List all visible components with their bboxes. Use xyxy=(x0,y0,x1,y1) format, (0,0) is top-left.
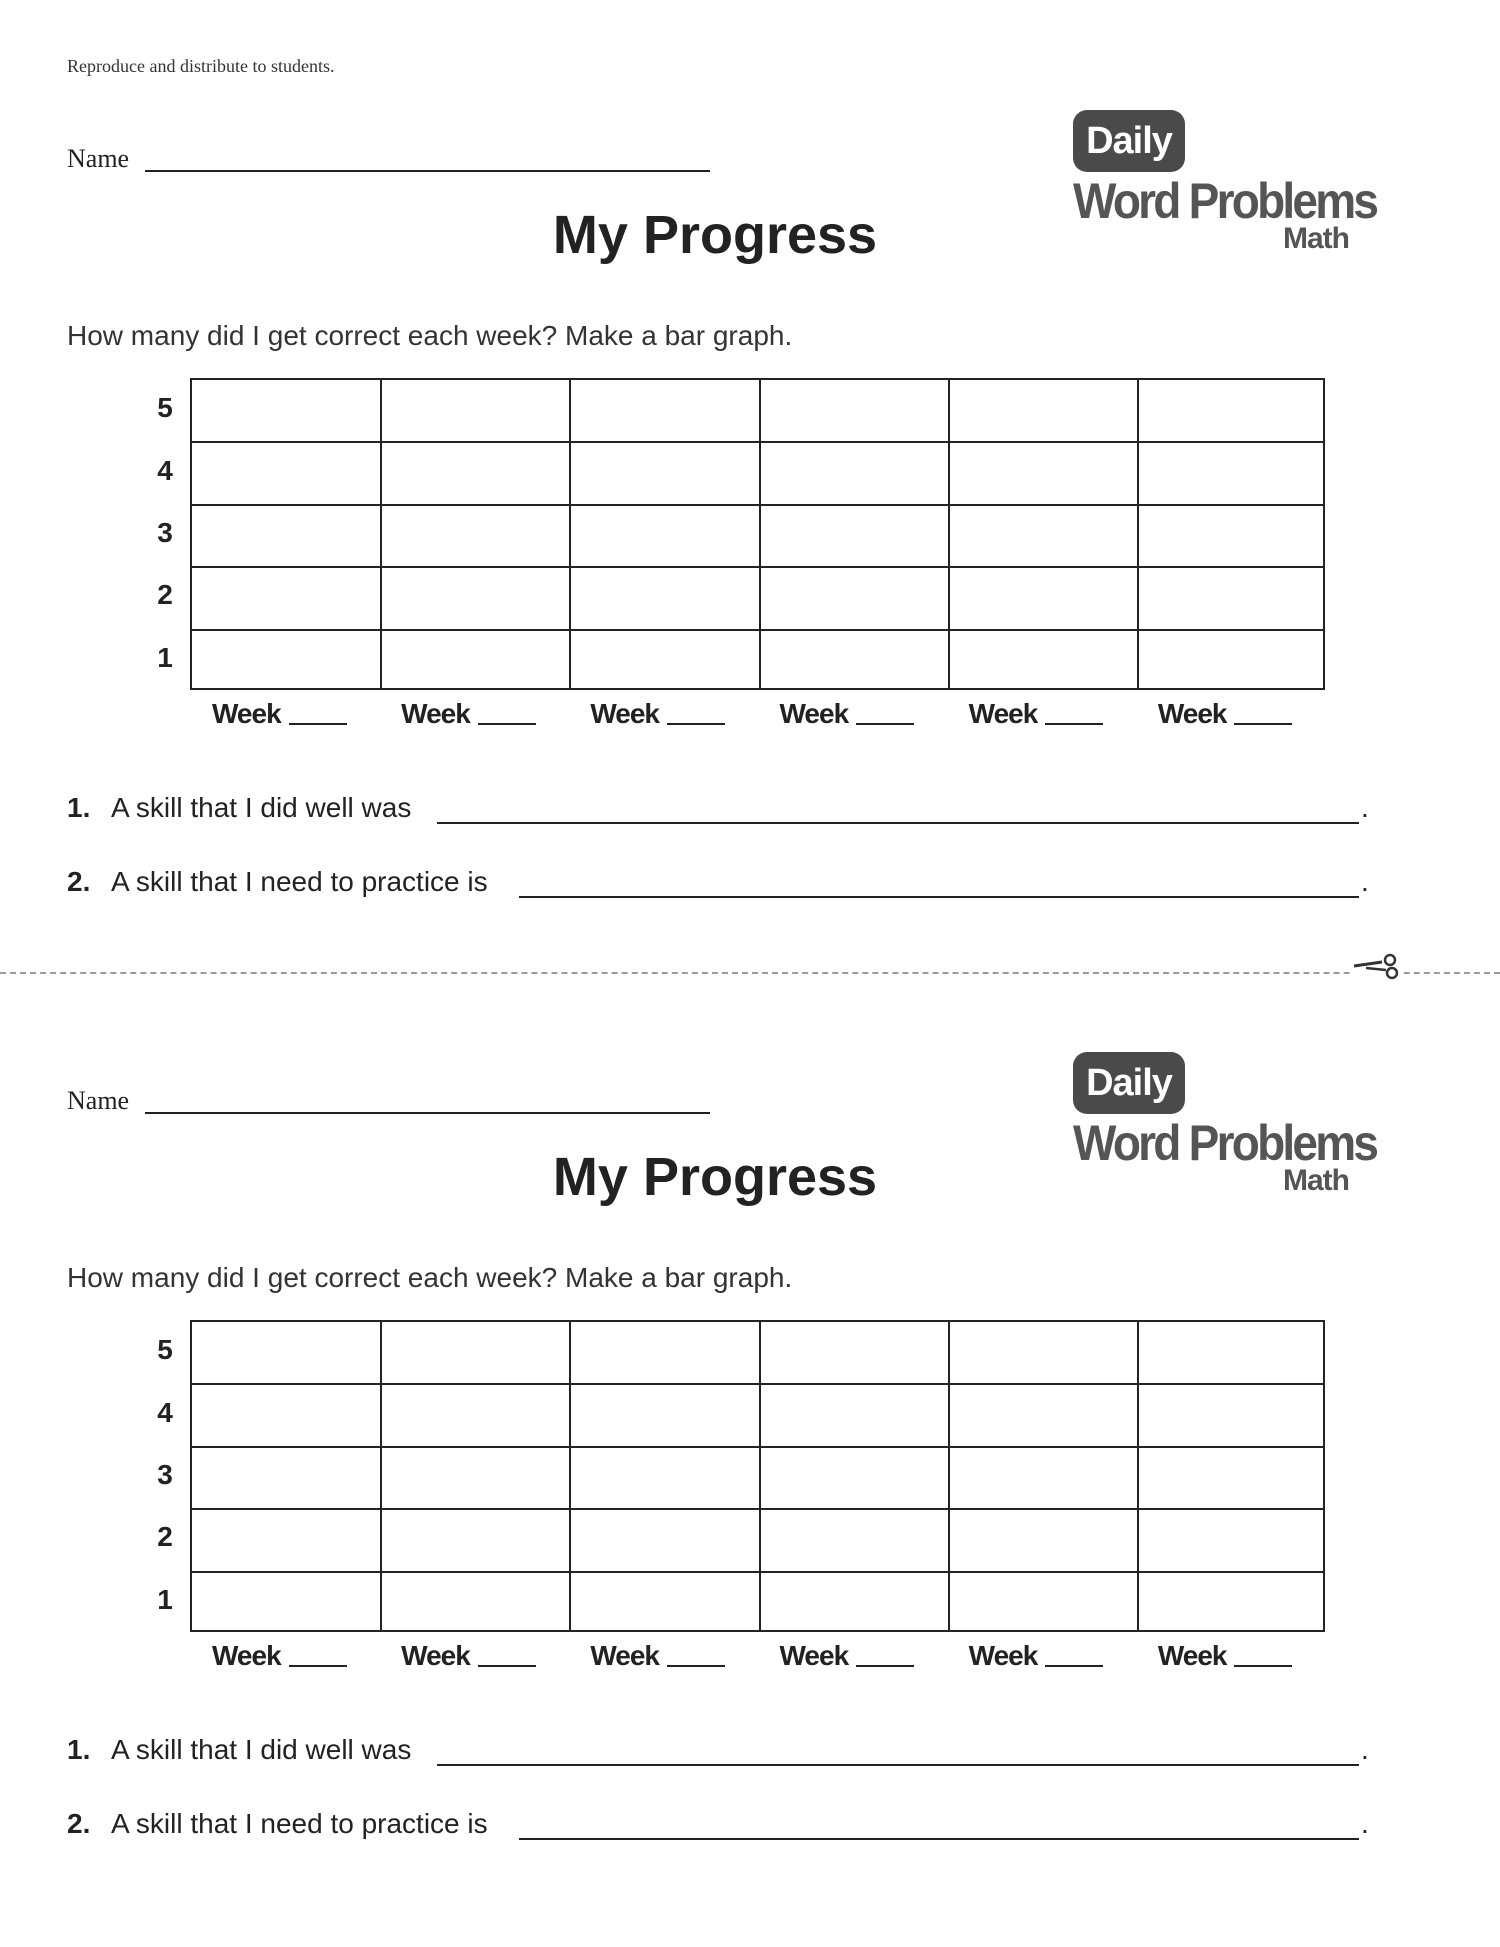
grid-column-line xyxy=(1137,1322,1139,1630)
x-tick-label xyxy=(780,698,915,730)
grid-column-line xyxy=(1137,380,1139,688)
period: . xyxy=(1361,1734,1369,1765)
week-label: Week xyxy=(590,698,659,729)
week-label: Week xyxy=(590,1640,659,1671)
cut-line xyxy=(0,972,1500,974)
week-number-blank[interactable] xyxy=(1045,1665,1103,1667)
grid-row-line xyxy=(192,1508,1323,1510)
answer-line[interactable] xyxy=(437,822,1359,824)
grid-row-line xyxy=(192,1571,1323,1573)
question-text: A skill that I did well was xyxy=(111,1734,412,1765)
week-label: Week xyxy=(968,698,1038,729)
logo-sub-text: Math xyxy=(1283,1164,1349,1197)
week-label: Week xyxy=(1157,698,1227,729)
grid-column-line xyxy=(569,380,571,688)
x-tick-label xyxy=(780,1640,915,1672)
grid-row-line xyxy=(192,504,1323,506)
x-tick-label xyxy=(590,698,725,730)
week-number-blank[interactable] xyxy=(667,1665,725,1667)
week-label: Week xyxy=(779,1640,849,1671)
grid-column-line xyxy=(948,380,950,688)
grid-column-line xyxy=(380,380,382,688)
answer-line[interactable] xyxy=(519,1838,1359,1840)
grid-column-line xyxy=(948,1322,950,1630)
bar-graph-grid[interactable] xyxy=(190,378,1325,690)
grid-column-line xyxy=(380,1322,382,1630)
period: . xyxy=(1361,792,1369,823)
daily-word-problems-logo xyxy=(1073,110,1383,260)
week-label: Week xyxy=(779,698,849,729)
week-label: Week xyxy=(401,698,470,729)
logo-badge: Daily xyxy=(1073,110,1185,172)
x-tick-label xyxy=(212,698,347,730)
bar-graph-grid[interactable] xyxy=(190,1320,1325,1632)
week-number-blank[interactable] xyxy=(856,1665,914,1667)
answer-line[interactable] xyxy=(437,1764,1359,1766)
bar-graph xyxy=(145,1320,1335,1680)
y-tick-label: 4 xyxy=(157,454,173,486)
bar-graph xyxy=(145,378,1335,738)
grid-row-line xyxy=(192,441,1323,443)
y-tick-label: 1 xyxy=(157,1583,173,1615)
logo-sub-text: Math xyxy=(1283,222,1349,255)
logo-badge: Daily xyxy=(1073,1052,1185,1114)
x-tick-label xyxy=(401,1640,536,1672)
question-1 xyxy=(67,788,1367,828)
grid-column-line xyxy=(759,1322,761,1630)
week-number-blank[interactable] xyxy=(478,723,536,725)
period: . xyxy=(1361,1808,1369,1839)
instruction-text: How many did I get correct each week? Make a bar graph. xyxy=(67,320,793,351)
week-label: Week xyxy=(1157,1640,1227,1671)
instruction-text: How many did I get correct each week? Make a bar graph. xyxy=(67,1262,793,1293)
week-number-blank[interactable] xyxy=(667,723,725,725)
week-number-blank[interactable] xyxy=(478,1665,536,1667)
name-line[interactable] xyxy=(145,170,710,172)
x-tick-label xyxy=(401,698,536,730)
week-number-blank[interactable] xyxy=(289,723,347,725)
daily-word-problems-logo xyxy=(1073,1052,1383,1202)
grid-row-line xyxy=(192,629,1323,631)
y-tick-label: 2 xyxy=(157,579,173,611)
question-2 xyxy=(67,862,1367,902)
grid-row-line xyxy=(192,566,1323,568)
y-tick-label: 5 xyxy=(157,1334,173,1366)
logo-main-text: Word Problems xyxy=(1073,1115,1377,1171)
logo-main-text: Word Problems xyxy=(1073,173,1377,229)
y-tick-label: 3 xyxy=(157,517,173,548)
y-tick-label: 5 xyxy=(157,392,173,424)
week-number-blank[interactable] xyxy=(1234,1665,1292,1667)
week-label: Week xyxy=(401,1640,470,1671)
grid-column-line xyxy=(569,1322,571,1630)
grid-row-line xyxy=(192,1383,1323,1385)
name-label: Name xyxy=(67,1086,130,1115)
name-label: Name xyxy=(67,144,130,173)
week-number-blank[interactable] xyxy=(1234,723,1292,725)
x-tick-label xyxy=(1158,1640,1293,1672)
question-1 xyxy=(67,1730,1367,1770)
name-line[interactable] xyxy=(145,1112,710,1114)
grid-column-line xyxy=(759,380,761,688)
week-label: Week xyxy=(968,1640,1038,1671)
question-text: A skill that I need to practice is xyxy=(111,1808,488,1839)
y-tick-label: 2 xyxy=(157,1521,173,1553)
page-title: My Progress xyxy=(552,1147,878,1207)
question-text: A skill that I need to practice is xyxy=(111,866,488,897)
question-number: 2. xyxy=(67,1808,91,1839)
x-tick-label xyxy=(1158,698,1293,730)
week-number-blank[interactable] xyxy=(1045,723,1103,725)
week-label: Week xyxy=(212,698,281,729)
week-label: Week xyxy=(212,1640,281,1671)
y-tick-label: 1 xyxy=(157,641,173,673)
y-tick-label: 3 xyxy=(157,1459,173,1490)
x-tick-label xyxy=(969,698,1104,730)
week-number-blank[interactable] xyxy=(856,723,914,725)
question-text: A skill that I did well was xyxy=(111,792,412,823)
question-number: 2. xyxy=(67,866,91,897)
question-number: 1. xyxy=(67,792,91,823)
grid-row-line xyxy=(192,1446,1323,1448)
x-tick-label xyxy=(590,1640,725,1672)
question-2 xyxy=(67,1804,1367,1844)
x-tick-label xyxy=(969,1640,1104,1672)
week-number-blank[interactable] xyxy=(289,1665,347,1667)
y-tick-label: 4 xyxy=(157,1396,173,1428)
question-number: 1. xyxy=(67,1734,91,1765)
x-tick-label xyxy=(212,1640,347,1672)
scissors-icon xyxy=(1352,948,1402,982)
answer-line[interactable] xyxy=(519,896,1359,898)
header-note: Reproduce and distribute to students. xyxy=(67,56,335,76)
period: . xyxy=(1361,866,1369,897)
page-title: My Progress xyxy=(552,205,878,265)
